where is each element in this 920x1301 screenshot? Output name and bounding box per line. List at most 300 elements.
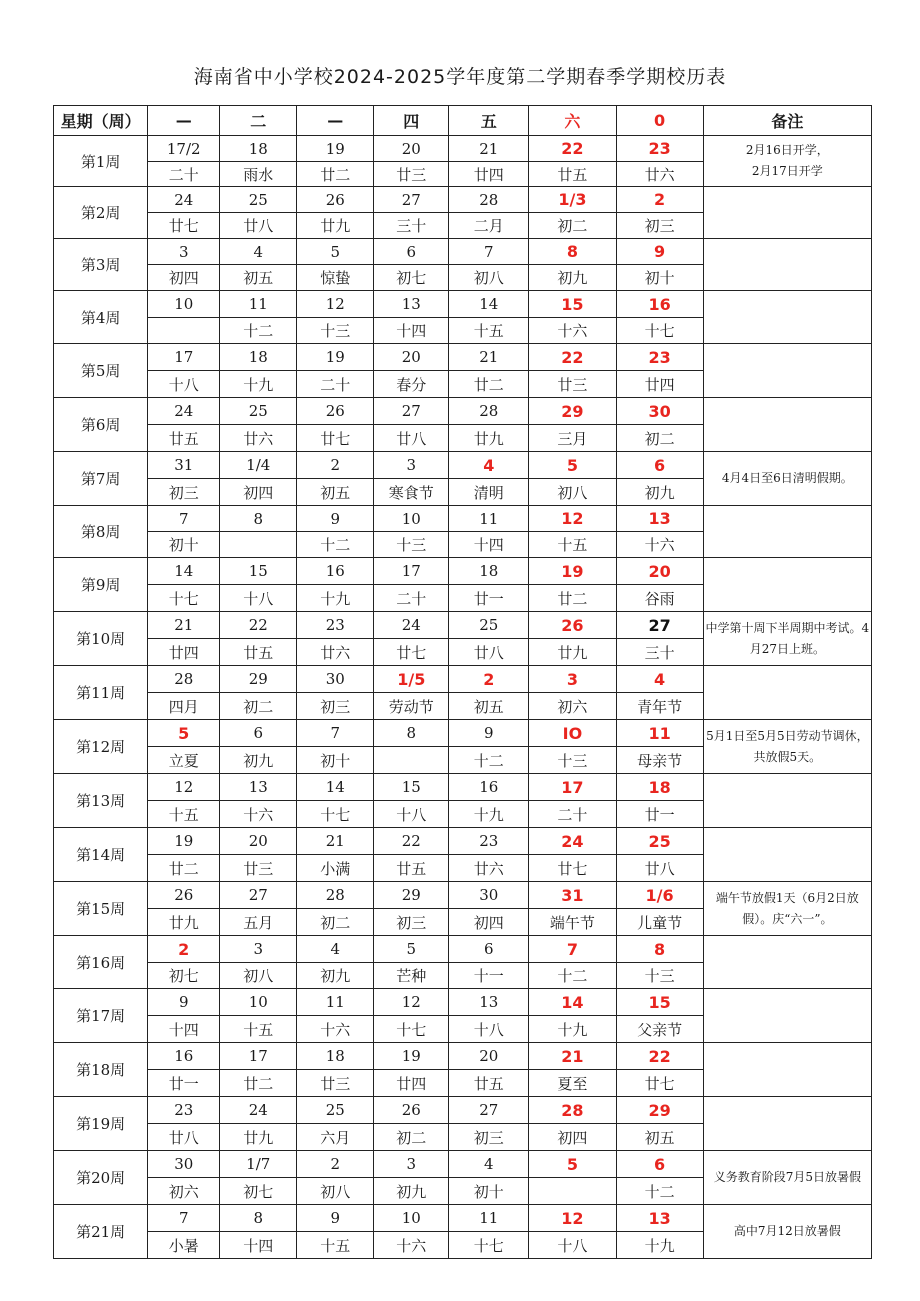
date-cell: 13	[616, 1205, 703, 1232]
date-cell: 14	[297, 774, 374, 801]
note-cell: 高中7月12日放暑假	[703, 1205, 871, 1259]
date-cell: 26	[529, 612, 616, 639]
lunar-cell: 廿三	[220, 855, 297, 882]
note-cell	[703, 666, 871, 720]
date-cell: 17	[529, 774, 616, 801]
week-row	[54, 666, 872, 693]
header-row	[54, 106, 872, 136]
lunar-cell: 十七	[449, 1232, 529, 1259]
lunar-cell: 十八	[220, 585, 297, 612]
lunar-cell: 小暑	[148, 1232, 220, 1259]
lunar-cell: 初三	[449, 1124, 529, 1151]
date-cell: 8	[616, 936, 703, 963]
week-label: 第5周	[54, 344, 148, 398]
date-cell: 10	[220, 989, 297, 1016]
date-cell: 23	[616, 344, 703, 371]
date-cell: 24	[148, 398, 220, 425]
date-cell: 25	[297, 1097, 374, 1124]
lunar-cell: 十九	[449, 801, 529, 828]
date-cell: 19	[374, 1043, 449, 1070]
week-label: 第19周	[54, 1097, 148, 1151]
date-cell: 4	[297, 936, 374, 963]
note-cell: 端午节放假1天（6月2日放假）。庆“六一”。	[703, 882, 871, 936]
date-cell: 11	[449, 506, 529, 532]
date-cell: 4	[449, 452, 529, 479]
note-cell	[703, 989, 871, 1043]
week-row	[54, 1043, 872, 1070]
date-cell: 8	[374, 720, 449, 747]
lunar-cell: 初十	[449, 1178, 529, 1205]
date-cell: 26	[374, 1097, 449, 1124]
date-cell: 13	[374, 291, 449, 318]
lunar-cell: 二十	[374, 585, 449, 612]
calendar-table	[53, 105, 872, 1259]
date-cell: 9	[449, 720, 529, 747]
date-cell: 28	[449, 398, 529, 425]
lunar-cell: 初三	[616, 213, 703, 239]
date-cell: 15	[529, 291, 616, 318]
date-cell: 27	[374, 187, 449, 213]
lunar-cell: 初五	[297, 479, 374, 506]
date-cell: 11	[616, 720, 703, 747]
date-cell: 4	[616, 666, 703, 693]
note-cell	[703, 1097, 871, 1151]
date-cell: 3	[374, 452, 449, 479]
lunar-cell: 十一	[449, 963, 529, 989]
date-cell: 11	[449, 1205, 529, 1232]
note-cell	[703, 344, 871, 398]
week-row	[54, 344, 872, 371]
lunar-cell: 初六	[148, 1178, 220, 1205]
date-cell: 21	[449, 136, 529, 162]
lunar-cell: 初七	[374, 265, 449, 291]
date-cell: 30	[616, 398, 703, 425]
date-cell: 7	[529, 936, 616, 963]
lunar-cell: 十八	[148, 371, 220, 398]
lunar-cell: 十六	[374, 1232, 449, 1259]
week-row	[54, 1205, 872, 1232]
lunar-cell: 十六	[297, 1016, 374, 1043]
lunar-cell: 廿八	[616, 855, 703, 882]
date-cell: 1/7	[220, 1151, 297, 1178]
date-cell: 18	[449, 558, 529, 585]
lunar-cell: 青年节	[616, 693, 703, 720]
lunar-cell: 二十	[297, 371, 374, 398]
lunar-cell: 父亲节	[616, 1016, 703, 1043]
note-cell	[703, 239, 871, 291]
date-cell: 17	[374, 558, 449, 585]
lunar-cell: 廿六	[449, 855, 529, 882]
date-cell: 25	[220, 187, 297, 213]
date-cell: 27	[616, 612, 703, 639]
date-cell: 6	[449, 936, 529, 963]
date-cell: 25	[449, 612, 529, 639]
date-cell: 6	[616, 1151, 703, 1178]
week-row	[54, 452, 872, 479]
week-label: 第14周	[54, 828, 148, 882]
lunar-cell: 十九	[220, 371, 297, 398]
lunar-cell: 初二	[374, 1124, 449, 1151]
date-cell: 16	[616, 291, 703, 318]
date-cell: 19	[297, 136, 374, 162]
date-cell: 12	[297, 291, 374, 318]
date-cell: 30	[148, 1151, 220, 1178]
lunar-cell: 二十	[529, 801, 616, 828]
date-cell: 20	[449, 1043, 529, 1070]
lunar-cell: 廿七	[529, 855, 616, 882]
week-label: 第7周	[54, 452, 148, 506]
date-cell: 27	[220, 882, 297, 909]
date-cell: 7	[449, 239, 529, 265]
date-cell: 20	[616, 558, 703, 585]
lunar-cell: 初八	[220, 963, 297, 989]
header-fri: 五	[449, 106, 529, 136]
date-cell: 5	[374, 936, 449, 963]
date-cell: 7	[148, 506, 220, 532]
date-cell: 17	[148, 344, 220, 371]
lunar-cell: 廿五	[374, 855, 449, 882]
note-cell: 义务教育阶段7月5日放暑假	[703, 1151, 871, 1205]
header-week: 星期（周）	[54, 106, 148, 136]
lunar-cell: 廿八	[148, 1124, 220, 1151]
date-cell: 21	[148, 612, 220, 639]
date-cell: 11	[297, 989, 374, 1016]
lunar-cell	[374, 747, 449, 774]
week-label: 第8周	[54, 506, 148, 558]
date-cell: 19	[529, 558, 616, 585]
date-cell: 21	[529, 1043, 616, 1070]
week-row	[54, 774, 872, 801]
week-row	[54, 398, 872, 425]
lunar-cell: 十七	[297, 801, 374, 828]
date-cell: 31	[529, 882, 616, 909]
lunar-cell: 初三	[297, 693, 374, 720]
date-cell: 5	[529, 452, 616, 479]
date-cell: 4	[220, 239, 297, 265]
date-cell: 14	[449, 291, 529, 318]
date-cell: 6	[374, 239, 449, 265]
date-cell: 28	[529, 1097, 616, 1124]
date-cell: 16	[148, 1043, 220, 1070]
date-cell: 6	[220, 720, 297, 747]
lunar-cell: 十五	[148, 801, 220, 828]
week-row	[54, 882, 872, 909]
note-cell	[703, 291, 871, 344]
lunar-cell: 初八	[297, 1178, 374, 1205]
lunar-cell: 十六	[529, 318, 616, 344]
date-cell: 19	[297, 344, 374, 371]
note-cell: 中学第十周下半周期中考试。4月27日上班。	[703, 612, 871, 666]
lunar-cell	[148, 318, 220, 344]
header-notes: 备注	[703, 106, 871, 136]
lunar-cell: 十七	[616, 318, 703, 344]
lunar-cell	[220, 532, 297, 558]
lunar-cell: 清明	[449, 479, 529, 506]
lunar-cell: 廿四	[374, 1070, 449, 1097]
lunar-cell: 十五	[529, 532, 616, 558]
date-cell: IO	[529, 720, 616, 747]
lunar-cell: 十九	[616, 1232, 703, 1259]
lunar-cell: 十七	[148, 585, 220, 612]
week-label: 第3周	[54, 239, 148, 291]
lunar-cell: 廿九	[449, 425, 529, 452]
date-cell: 23	[449, 828, 529, 855]
lunar-cell: 十八	[449, 1016, 529, 1043]
date-cell: 1/6	[616, 882, 703, 909]
date-cell: 21	[297, 828, 374, 855]
lunar-cell: 十二	[297, 532, 374, 558]
lunar-cell: 十三	[374, 532, 449, 558]
date-cell: 24	[220, 1097, 297, 1124]
lunar-cell: 廿六	[297, 639, 374, 666]
lunar-cell: 初九	[297, 963, 374, 989]
week-label: 第18周	[54, 1043, 148, 1097]
date-cell: 20	[220, 828, 297, 855]
date-cell: 18	[220, 136, 297, 162]
lunar-cell: 廿七	[297, 425, 374, 452]
lunar-cell: 廿四	[449, 162, 529, 187]
week-label: 第10周	[54, 612, 148, 666]
lunar-cell: 十九	[297, 585, 374, 612]
week-row	[54, 239, 872, 265]
date-cell: 2	[297, 1151, 374, 1178]
date-cell: 24	[374, 612, 449, 639]
note-cell	[703, 828, 871, 882]
lunar-cell: 廿七	[148, 213, 220, 239]
week-row	[54, 989, 872, 1016]
lunar-cell: 初九	[616, 479, 703, 506]
week-label: 第9周	[54, 558, 148, 612]
week-label: 第1周	[54, 136, 148, 187]
week-row	[54, 291, 872, 318]
date-cell: 5	[148, 720, 220, 747]
lunar-cell: 十五	[297, 1232, 374, 1259]
date-cell: 12	[148, 774, 220, 801]
date-cell: 26	[297, 187, 374, 213]
lunar-cell: 六月	[297, 1124, 374, 1151]
date-cell: 10	[374, 506, 449, 532]
lunar-cell: 惊蛰	[297, 265, 374, 291]
note-cell: 2月16日开学， 2月17日开学	[703, 136, 871, 187]
lunar-cell: 初五	[220, 265, 297, 291]
lunar-cell: 十二	[529, 963, 616, 989]
page-title: 海南省中小学校2024-2025学年度第二学期春季学期校历表	[193, 66, 727, 88]
note-cell	[703, 1043, 871, 1097]
lunar-cell: 廿五	[529, 162, 616, 187]
lunar-cell: 雨水	[220, 162, 297, 187]
date-cell: 9	[616, 239, 703, 265]
date-cell: 25	[220, 398, 297, 425]
lunar-cell: 十七	[374, 1016, 449, 1043]
date-cell: 26	[148, 882, 220, 909]
lunar-cell: 初二	[297, 909, 374, 936]
lunar-cell: 寒食节	[374, 479, 449, 506]
lunar-cell: 廿一	[449, 585, 529, 612]
lunar-cell: 廿一	[616, 801, 703, 828]
lunar-cell: 十四	[374, 318, 449, 344]
week-label: 第11周	[54, 666, 148, 720]
lunar-cell: 初八	[529, 479, 616, 506]
lunar-cell: 廿二	[297, 162, 374, 187]
date-cell: 16	[449, 774, 529, 801]
lunar-cell: 十五	[220, 1016, 297, 1043]
date-cell: 10	[374, 1205, 449, 1232]
lunar-cell: 初二	[616, 425, 703, 452]
date-cell: 12	[529, 1205, 616, 1232]
header-sun: 0	[616, 106, 703, 136]
week-label: 第16周	[54, 936, 148, 989]
date-cell: 17/2	[148, 136, 220, 162]
date-cell: 2	[297, 452, 374, 479]
lunar-cell: 初六	[529, 693, 616, 720]
date-cell: 15	[374, 774, 449, 801]
date-cell: 13	[616, 506, 703, 532]
date-cell: 12	[529, 506, 616, 532]
date-cell: 18	[616, 774, 703, 801]
lunar-cell: 廿六	[220, 425, 297, 452]
week-row	[54, 1097, 872, 1124]
lunar-cell: 廿四	[616, 371, 703, 398]
date-cell: 1/4	[220, 452, 297, 479]
lunar-cell: 廿五	[449, 1070, 529, 1097]
date-cell: 7	[148, 1205, 220, 1232]
lunar-cell: 三月	[529, 425, 616, 452]
lunar-cell: 劳动节	[374, 693, 449, 720]
date-cell: 14	[529, 989, 616, 1016]
week-label: 第20周	[54, 1151, 148, 1205]
date-cell: 20	[374, 136, 449, 162]
lunar-cell: 芒种	[374, 963, 449, 989]
date-cell: 10	[148, 291, 220, 318]
lunar-cell: 廿九	[297, 213, 374, 239]
lunar-cell: 十三	[616, 963, 703, 989]
date-cell: 9	[297, 1205, 374, 1232]
lunar-cell: 廿七	[374, 639, 449, 666]
lunar-cell: 初十	[297, 747, 374, 774]
date-cell: 9	[148, 989, 220, 1016]
lunar-cell: 廿九	[148, 909, 220, 936]
lunar-cell: 初三	[374, 909, 449, 936]
lunar-cell: 廿八	[374, 425, 449, 452]
date-cell: 3	[148, 239, 220, 265]
lunar-cell: 十八	[529, 1232, 616, 1259]
lunar-cell: 初二	[529, 213, 616, 239]
date-cell: 1/5	[374, 666, 449, 693]
lunar-cell: 三十	[374, 213, 449, 239]
lunar-cell: 廿一	[148, 1070, 220, 1097]
week-label: 第13周	[54, 774, 148, 828]
lunar-cell: 十九	[529, 1016, 616, 1043]
date-cell: 23	[616, 136, 703, 162]
lunar-cell: 初二	[220, 693, 297, 720]
lunar-cell: 初四	[220, 479, 297, 506]
lunar-cell: 十三	[297, 318, 374, 344]
lunar-cell: 廿二	[449, 371, 529, 398]
date-cell: 23	[297, 612, 374, 639]
date-cell: 27	[449, 1097, 529, 1124]
date-cell: 2	[148, 936, 220, 963]
date-cell: 2	[616, 187, 703, 213]
date-cell: 18	[297, 1043, 374, 1070]
week-row	[54, 136, 872, 162]
date-cell: 13	[449, 989, 529, 1016]
lunar-cell: 廿九	[220, 1124, 297, 1151]
date-cell: 5	[529, 1151, 616, 1178]
date-cell: 5	[297, 239, 374, 265]
lunar-cell: 母亲节	[616, 747, 703, 774]
week-row	[54, 828, 872, 855]
week-label: 第21周	[54, 1205, 148, 1259]
date-cell: 25	[616, 828, 703, 855]
date-cell: 26	[297, 398, 374, 425]
date-cell: 8	[220, 506, 297, 532]
lunar-cell: 三十	[616, 639, 703, 666]
lunar-cell: 初五	[616, 1124, 703, 1151]
date-cell: 7	[297, 720, 374, 747]
week-row	[54, 936, 872, 963]
week-row	[54, 612, 872, 639]
lunar-cell: 十六	[220, 801, 297, 828]
date-cell: 22	[529, 136, 616, 162]
lunar-cell: 十三	[529, 747, 616, 774]
lunar-cell: 初八	[449, 265, 529, 291]
date-cell: 27	[374, 398, 449, 425]
date-cell: 24	[148, 187, 220, 213]
date-cell: 13	[220, 774, 297, 801]
note-cell	[703, 506, 871, 558]
lunar-cell: 廿三	[297, 1070, 374, 1097]
week-label: 第6周	[54, 398, 148, 452]
week-row	[54, 558, 872, 585]
week-label: 第2周	[54, 187, 148, 239]
lunar-cell: 二十	[148, 162, 220, 187]
date-cell: 28	[449, 187, 529, 213]
date-cell: 22	[616, 1043, 703, 1070]
lunar-cell: 廿九	[529, 639, 616, 666]
lunar-cell: 初七	[220, 1178, 297, 1205]
lunar-cell: 初九	[374, 1178, 449, 1205]
note-cell	[703, 774, 871, 828]
week-label: 第15周	[54, 882, 148, 936]
lunar-cell: 廿七	[616, 1070, 703, 1097]
date-cell: 3	[220, 936, 297, 963]
date-cell: 12	[374, 989, 449, 1016]
date-cell: 9	[297, 506, 374, 532]
lunar-cell: 初十	[616, 265, 703, 291]
lunar-cell: 谷雨	[616, 585, 703, 612]
lunar-cell: 夏至	[529, 1070, 616, 1097]
note-cell: 4月4日至6日清明假期。	[703, 452, 871, 506]
lunar-cell: 初四	[449, 909, 529, 936]
note-cell	[703, 187, 871, 239]
date-cell: 15	[220, 558, 297, 585]
lunar-cell: 廿六	[616, 162, 703, 187]
lunar-cell: 廿八	[449, 639, 529, 666]
lunar-cell: 十二	[449, 747, 529, 774]
lunar-cell: 十四	[148, 1016, 220, 1043]
date-cell: 20	[374, 344, 449, 371]
date-cell: 22	[374, 828, 449, 855]
lunar-cell: 初九	[529, 265, 616, 291]
date-cell: 30	[449, 882, 529, 909]
lunar-cell: 十四	[220, 1232, 297, 1259]
date-cell: 15	[616, 989, 703, 1016]
date-cell: 29	[529, 398, 616, 425]
date-cell: 21	[449, 344, 529, 371]
lunar-cell: 廿二	[220, 1070, 297, 1097]
lunar-cell: 春分	[374, 371, 449, 398]
lunar-cell: 初九	[220, 747, 297, 774]
